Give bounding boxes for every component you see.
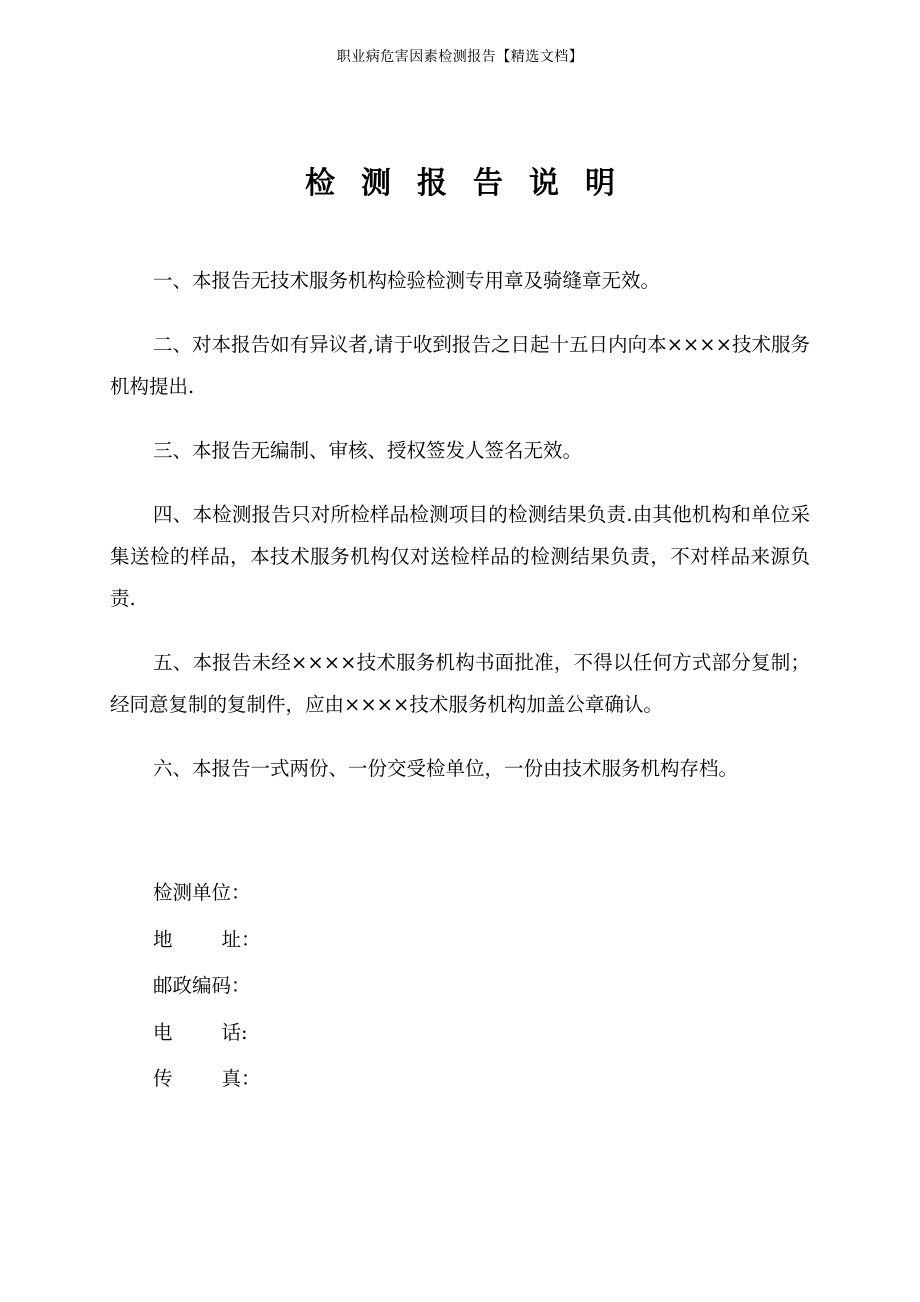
colon: : <box>241 1020 248 1044</box>
contact-phone-row <box>153 1010 553 1057</box>
colon: ： <box>241 1067 261 1090</box>
document-title: 检测报告说明 <box>305 166 641 201</box>
contact-unit-label: 检测单位 <box>153 881 232 904</box>
note-item-1: 一、本报告无技术服务机构检验检测专用章及骑缝章无效。 <box>153 269 661 292</box>
running-header: 职业病危害因素检测报告【精选文档】 <box>336 49 584 65</box>
contact-fax-label: 传真 <box>153 1067 241 1090</box>
colon: ： <box>231 974 251 997</box>
contact-postcode-row <box>153 963 553 1010</box>
contact-unit-row <box>153 870 553 917</box>
colon: ： <box>241 927 261 951</box>
note-item-3: 三、本报告无编制、审核、授权签发人签名无效。 <box>153 439 583 462</box>
contact-phone-label: 电话 <box>153 1020 241 1044</box>
note-item-5: 五、本报告未经××××技术服务机构书面批准，不得以任何方式部分复制；经同意复制的复制件，应由××××技术服务机构加盖公章确认。 <box>110 651 810 716</box>
note-item-4: 四、本检测报告只对所检样品检测项目的检测结果负责.由其他机构和单位采集送检的样品，本技术服务机构仅对送检样品的检测结果负责，不对样品来源负责. <box>110 503 810 610</box>
contact-address-label: 地址 <box>153 927 241 951</box>
note-item-6: 六、本报告一式两份、一份交受检单位，一份由技术服务机构存档。 <box>153 757 739 780</box>
contact-block <box>153 870 553 1103</box>
note-item-2: 二、对本报告如有异议者,请于收到报告之日起十五日内向本××××技术服务机构提出. <box>110 333 810 398</box>
colon: ： <box>231 881 251 904</box>
contact-fax-row <box>153 1056 553 1103</box>
contact-postcode-label: 邮政编码 <box>153 974 232 997</box>
contact-address-row <box>153 917 553 964</box>
notes-list <box>110 260 810 812</box>
